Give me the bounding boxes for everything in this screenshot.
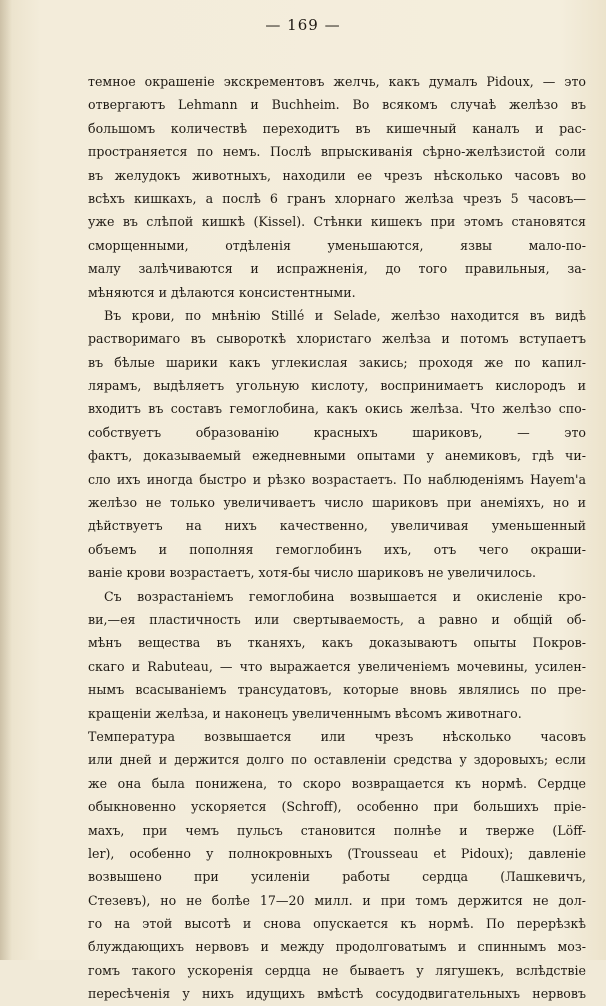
text-line: входитъ въ составъ гемоглобина, какъ окись желѣза. Что желѣзо спо- xyxy=(88,401,586,417)
page-number: — 169 — xyxy=(265,16,341,34)
text-line: малу залѣчиваются и испражненiя, до того правильныя, за- xyxy=(88,261,586,277)
text-line: же она была понижена, то скоро возвращается къ нормѣ. Сердце xyxy=(88,775,586,791)
text-line: кращенiи желѣза, и наконецъ увеличеннымъ вѣсомъ животнаго. xyxy=(88,705,522,721)
text-line: дѣйствуетъ на нихъ качественно, увеличивая уменьшенный xyxy=(88,518,586,534)
binding-shadow xyxy=(0,0,12,960)
text-line: ванiе крови возрастаетъ, хотя-бы число шариковъ не увеличилось. xyxy=(88,565,537,581)
text-line: мѣнъ вещества въ тканяхъ, какъ доказываютъ опыты Покров- xyxy=(88,635,586,651)
text-line: ви,—ея пластичность или свертываемость, а равно и общiй об- xyxy=(88,611,586,627)
text-line: Съ возрастанiемъ гемоглобина возвышается и окисленiе кро- xyxy=(104,588,586,604)
text-line: сло ихъ иногда быстро и рѣзко возрастаетъ. По наблюденiямъ Hayem'а xyxy=(88,471,586,487)
text-line: ler), особенно у полнокровныхъ (Trousseau et Pidoux); давленiе xyxy=(88,845,586,861)
text-line: мѣняются и дѣлаются консистентными. xyxy=(88,284,356,300)
text-line: всѣхъ кишкахъ, а послѣ 6 гранъ хлорнаго желѣза чрезъ 5 часовъ— xyxy=(88,190,586,206)
text-line: уже въ слѣпой кишкѣ (Kissel). Стѣнки кишекъ при этомъ становятся xyxy=(88,214,586,230)
text-line: сморщенными, отдѣленiя уменьшаются, язвы мало-по- xyxy=(88,237,586,253)
text-line: лярамъ, выдѣляетъ угольную кислоту, воспринимаетъ кислородъ и xyxy=(88,378,586,394)
text-line: Стезевъ), но не болѣе 17—20 милл. и при томъ держится не дол- xyxy=(88,892,586,908)
text-line: го на этой высотѣ и снова опускается къ нормѣ. По перерѣзкѣ xyxy=(88,916,586,932)
text-line: отвергаютъ Lehmann и Buchheim. Во всякомъ случаѣ желѣзо въ xyxy=(88,97,586,113)
text-line: Въ крови, по мнѣнiю Stillé и Selade, желѣзо находится въ видѣ xyxy=(104,307,586,323)
text-line: объемъ и пополняя гемоглобинъ ихъ, отъ чего окраши- xyxy=(88,541,586,557)
text-line: блуждающихъ нервовъ и между продолговатымъ и спиннымъ моз- xyxy=(88,939,586,955)
text-line: въ бѣлые шарики какъ углекислая закись; проходя же по капил- xyxy=(88,354,586,370)
text-line: пересѣченiя у нихъ идущихъ вмѣстѣ сосудодвигательныхъ нервовъ xyxy=(88,986,586,1002)
body-text xyxy=(88,70,586,1006)
text-line: нымъ всасыванiемъ трансудатовъ, которые вновь являлись по пре- xyxy=(88,682,586,698)
text-line: фактъ, доказываемый ежедневными опытами у анемиковъ, гдѣ чи- xyxy=(88,448,586,464)
text-line: махъ, при чемъ пульсъ становится полнѣе и тверже (Löff- xyxy=(88,822,586,838)
text-line: или дней и держится долго по оставленiи средства у здоровыхъ; если xyxy=(88,752,586,768)
text-line: темное окрашенiе экскрементовъ желчь, какъ думалъ Pidoux, — это xyxy=(88,74,586,89)
text-line: обыкновенно ускоряется (Schroff), особенно при большихъ прiе- xyxy=(88,799,586,815)
text-line: собствуетъ образованiю красныхъ шариковъ, — это xyxy=(88,424,586,440)
text-line: возвышено при усиленiи работы сердца (Лашкевичъ, xyxy=(88,869,586,885)
text-line: Температура возвышается или чрезъ нѣсколько часовъ xyxy=(88,728,586,744)
text-line: растворимаго въ сывороткѣ хлористаго желѣза и потомъ вступаетъ xyxy=(88,331,586,347)
text-line: скаго и Rabuteau, — что выражается увеличенiемъ мочевины, усилен- xyxy=(88,658,586,674)
text-line: гомъ такого ускоренiя сердца не бываетъ у лягушекъ, вслѣдствiе xyxy=(88,962,586,978)
text-line: пространяется по немъ. Послѣ впрыскиванiя сѣрно-желѣзистой соли xyxy=(88,144,586,160)
text-line: большомъ количествѣ переходитъ въ кишечный каналъ и рас- xyxy=(88,120,586,136)
text-line: желѣзо не только увеличиваетъ число шариковъ при анемiяхъ, но и xyxy=(88,495,586,511)
text-line: въ желудокъ животныхъ, находили ее чрезъ нѣсколько часовъ во xyxy=(88,167,586,183)
